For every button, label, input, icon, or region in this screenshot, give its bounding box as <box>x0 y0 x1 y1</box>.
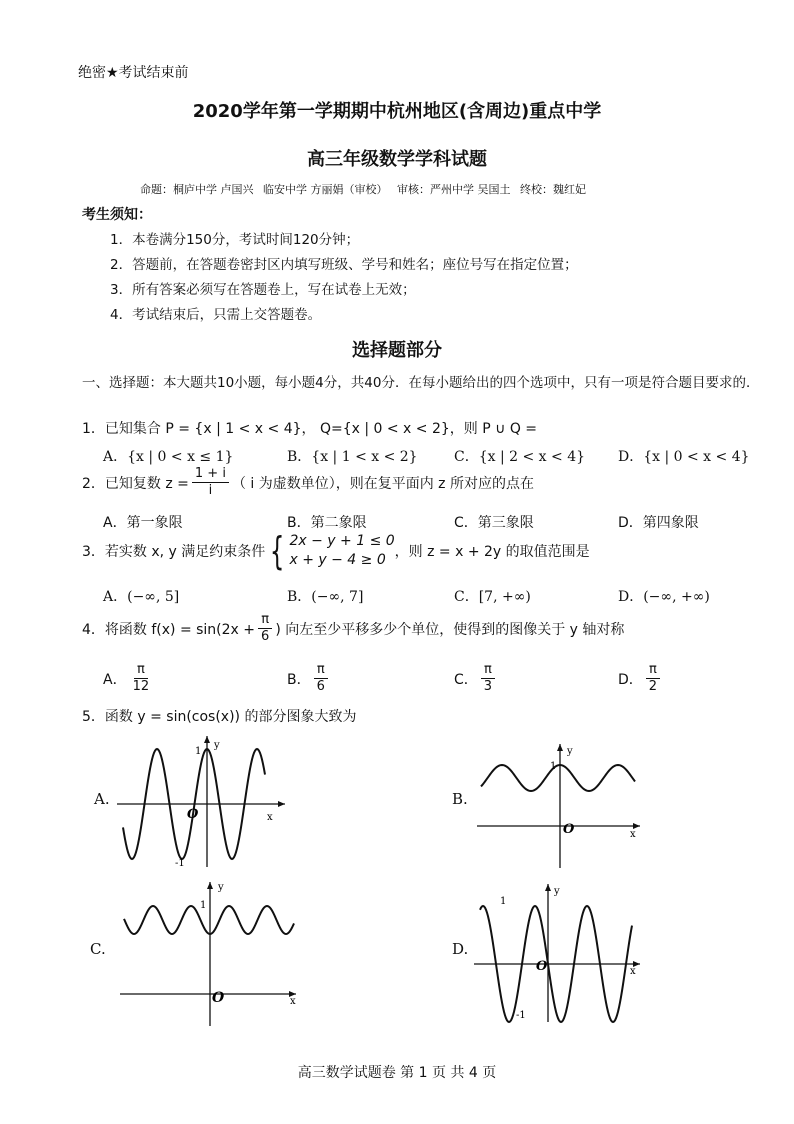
tick-top: 1 <box>550 761 557 772</box>
question-2-option-c: C．第三象限 <box>454 515 534 531</box>
authors-line <box>140 181 592 197</box>
fraction-denominator: 6 <box>316 679 325 694</box>
x-axis-arrow <box>278 801 285 807</box>
question-1-option-d: D．{x | 0 < x < 4} <box>618 449 750 465</box>
option-fraction <box>646 662 660 695</box>
question-3-prefix: 3．若实数 x, y 满足约束条件 <box>82 544 266 560</box>
graph-d <box>472 880 647 1025</box>
y-axis-arrow <box>545 884 551 891</box>
notice-item: 4．考试结束后，只需上交答题卷。 <box>110 307 322 323</box>
question-5-stem: 5．函数 y = sin(cos(x)) 的部分图象大致为 <box>82 709 357 725</box>
option-letter: D． <box>618 671 643 688</box>
section-title: 选择题部分 <box>352 340 442 361</box>
fraction-numerator: π <box>134 662 148 679</box>
question-4-option-a <box>103 662 155 695</box>
question-3-option-d: D．(−∞, +∞) <box>618 589 710 605</box>
origin-label: O <box>187 807 199 822</box>
y-label: y <box>218 882 224 893</box>
question-2-fraction <box>192 466 229 499</box>
x-label: x <box>267 812 273 823</box>
graph-a <box>115 732 290 872</box>
graph-c-letter: C. <box>90 940 106 958</box>
tick-top: 1 <box>200 900 207 911</box>
origin-label: O <box>212 990 225 1006</box>
option-fraction <box>481 662 495 695</box>
question-4-fraction <box>258 612 272 645</box>
graph-b <box>475 740 645 870</box>
confidential-label: 绝密★考试结束前 <box>78 65 189 81</box>
graph-c <box>118 878 303 1028</box>
question-4-prefix: 4．将函数 f(x) = sin(2x + <box>82 621 256 638</box>
fraction-denominator: 6 <box>261 629 270 644</box>
question-3-stem <box>82 529 590 573</box>
question-4-stem <box>82 612 624 645</box>
curve <box>123 749 265 859</box>
question-3-suffix: ，则 z = x + 2y 的取值范围是 <box>394 544 590 560</box>
y-axis-arrow <box>557 744 563 751</box>
y-axis-arrow <box>207 882 213 889</box>
option-fraction <box>314 662 328 695</box>
author-2: 临安中学 方丽娟（审校） <box>263 183 388 196</box>
section-intro: 一、选择题：本大题共10小题，每小题4分，共40分．在每小题给出的四个选项中，只有一项是符合题目要求的． <box>82 375 760 391</box>
fraction-numerator: π <box>646 662 660 679</box>
x-label: x <box>630 966 636 977</box>
left-brace: { <box>270 529 285 573</box>
question-3-option-c: C．[7, +∞) <box>454 589 531 605</box>
question-1-option-b: B．{x | 1 < x < 2} <box>287 449 418 465</box>
fraction-numerator: π <box>314 662 328 679</box>
fraction-denominator: i <box>208 483 213 498</box>
origin-label: O <box>536 959 548 974</box>
graph-d-letter: D. <box>452 940 469 958</box>
tick-top: 1 <box>500 896 507 907</box>
notice-item: 3．所有答案必须写在答题卷上，写在试卷上无效； <box>110 282 416 298</box>
constraint-1: 2x − y + 1 ≤ 0 <box>289 533 395 549</box>
notice-item: 1．本卷满分150分，考试时间120分钟； <box>110 232 360 248</box>
question-3-option-a: A．(−∞, 5] <box>103 589 180 605</box>
tick-bottom: -1 <box>175 858 185 869</box>
option-letter: A． <box>103 671 127 688</box>
question-1-option-a: A．{x | 0 < x ≤ 1} <box>103 449 234 465</box>
fraction-numerator: π <box>481 662 495 679</box>
question-4-suffix: ) 向左至少平移多少个单位，使得到的图像关于 y 轴对称 <box>275 621 625 638</box>
y-axis-arrow <box>204 736 210 743</box>
graph-b-letter: B. <box>452 790 468 808</box>
x-label: x <box>630 829 636 840</box>
question-2-option-b: B．第二象限 <box>287 515 367 531</box>
graph-a-letter: A. <box>94 790 110 808</box>
constraint-2: x + y − 4 ≥ 0 <box>289 552 386 568</box>
y-label: y <box>214 740 220 751</box>
author-4: 终校：魏红妃 <box>520 183 586 196</box>
tick-top: 1 <box>195 746 202 757</box>
question-2-suffix: （ i 为虚数单位），则在复平面内 z 所对应的点在 <box>231 475 534 492</box>
option-letter: C． <box>454 671 478 688</box>
fraction-denominator: 2 <box>648 679 658 694</box>
question-4-option-c <box>454 662 498 695</box>
constraint-lines <box>289 532 394 570</box>
author-1: 命题：桐庐中学 卢国兴 <box>140 183 254 196</box>
question-1-stem: 1．已知集合 P = {x | 1 < x < 4}， Q={x | 0 < x < 2}，则 P ∪ Q = <box>82 421 538 437</box>
page-footer: 高三数学试题卷 第 1 页 共 4 页 <box>297 1065 497 1081</box>
question-2-option-d: D．第四象限 <box>618 515 699 531</box>
option-letter: B． <box>287 671 311 688</box>
exam-subtitle: 高三年级数学学科试题 <box>307 149 487 170</box>
y-label: y <box>567 746 573 757</box>
fraction-numerator: π <box>258 612 272 629</box>
y-label: y <box>554 886 560 897</box>
curve <box>124 906 294 934</box>
question-1-option-c: C．{x | 2 < x < 4} <box>454 449 586 465</box>
constraint-system <box>265 529 395 573</box>
x-label: x <box>290 996 296 1007</box>
question-2-stem <box>82 466 534 499</box>
exam-title: 2020学年第一学期期中杭州地区(含周边)重点中学 <box>192 101 602 122</box>
curve <box>481 765 635 791</box>
question-4-option-d <box>618 662 663 695</box>
tick-bottom: -1 <box>516 1010 526 1021</box>
fraction-denominator: 12 <box>132 679 150 694</box>
question-3-option-b: B．(−∞, 7] <box>287 589 364 605</box>
question-2-prefix: 2．已知复数 z = <box>82 475 189 492</box>
notice-item: 2．答题前，在答题卷密封区内填写班级、学号和姓名；座位号写在指定位置； <box>110 257 578 273</box>
option-fraction <box>130 662 153 695</box>
author-3: 审核：严州中学 吴国土 <box>397 183 511 196</box>
question-2-option-a: A．第一象限 <box>103 515 183 531</box>
origin-label: O <box>563 822 575 837</box>
notice-heading: 考生须知： <box>82 207 152 223</box>
question-4-option-b <box>287 662 331 695</box>
fraction-denominator: 3 <box>483 679 493 694</box>
fraction-numerator: 1 + i <box>192 466 229 483</box>
